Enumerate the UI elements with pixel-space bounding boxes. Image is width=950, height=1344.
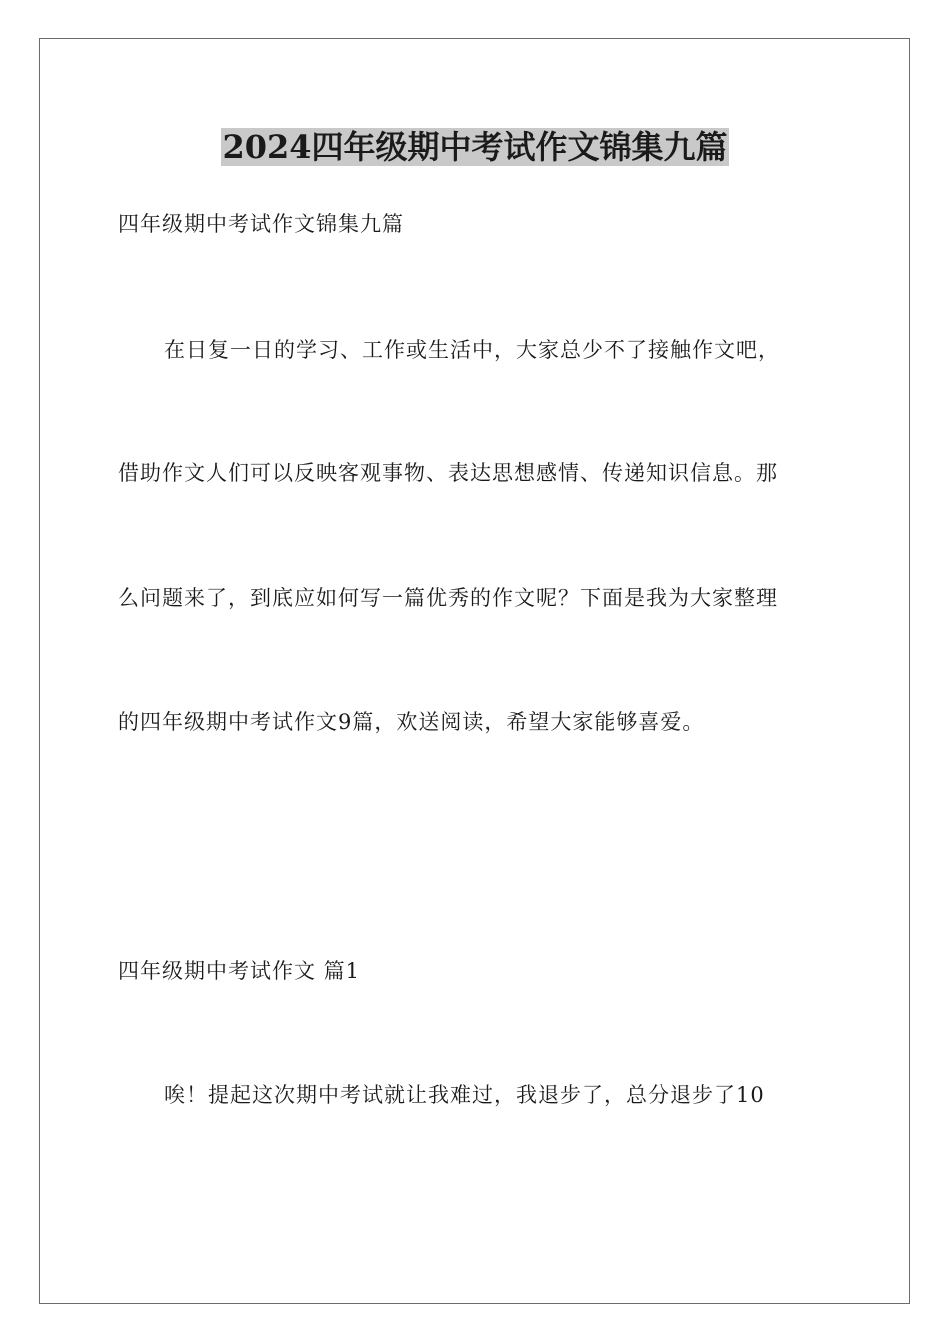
intro-paragraph-line-1: 在日复一日的学习、工作或生活中，大家总少不了接触作文吧， — [164, 338, 780, 362]
document-subtitle: 四年级期中考试作文锦集九篇 — [118, 212, 404, 236]
intro-paragraph-line-3: 么问题来了，到底应如何写一篇优秀的作文呢？下面是我为大家整理 — [118, 586, 778, 610]
section-paragraph-line-1: 唉！提起这次期中考试就让我难过，我退步了，总分退步了10 — [164, 1083, 765, 1107]
intro-paragraph-line-2: 借助作文人们可以反映客观事物、表达思想感情、传递知识信息。那 — [118, 461, 778, 485]
document-title-text: 2024四年级期中考试作文锦集九篇 — [222, 128, 728, 166]
document-title — [0, 126, 950, 168]
section-heading: 四年级期中考试作文 篇1 — [118, 959, 361, 983]
intro-paragraph-line-4: 的四年级期中考试作文9篇，欢送阅读，希望大家能够喜爱。 — [118, 710, 705, 734]
